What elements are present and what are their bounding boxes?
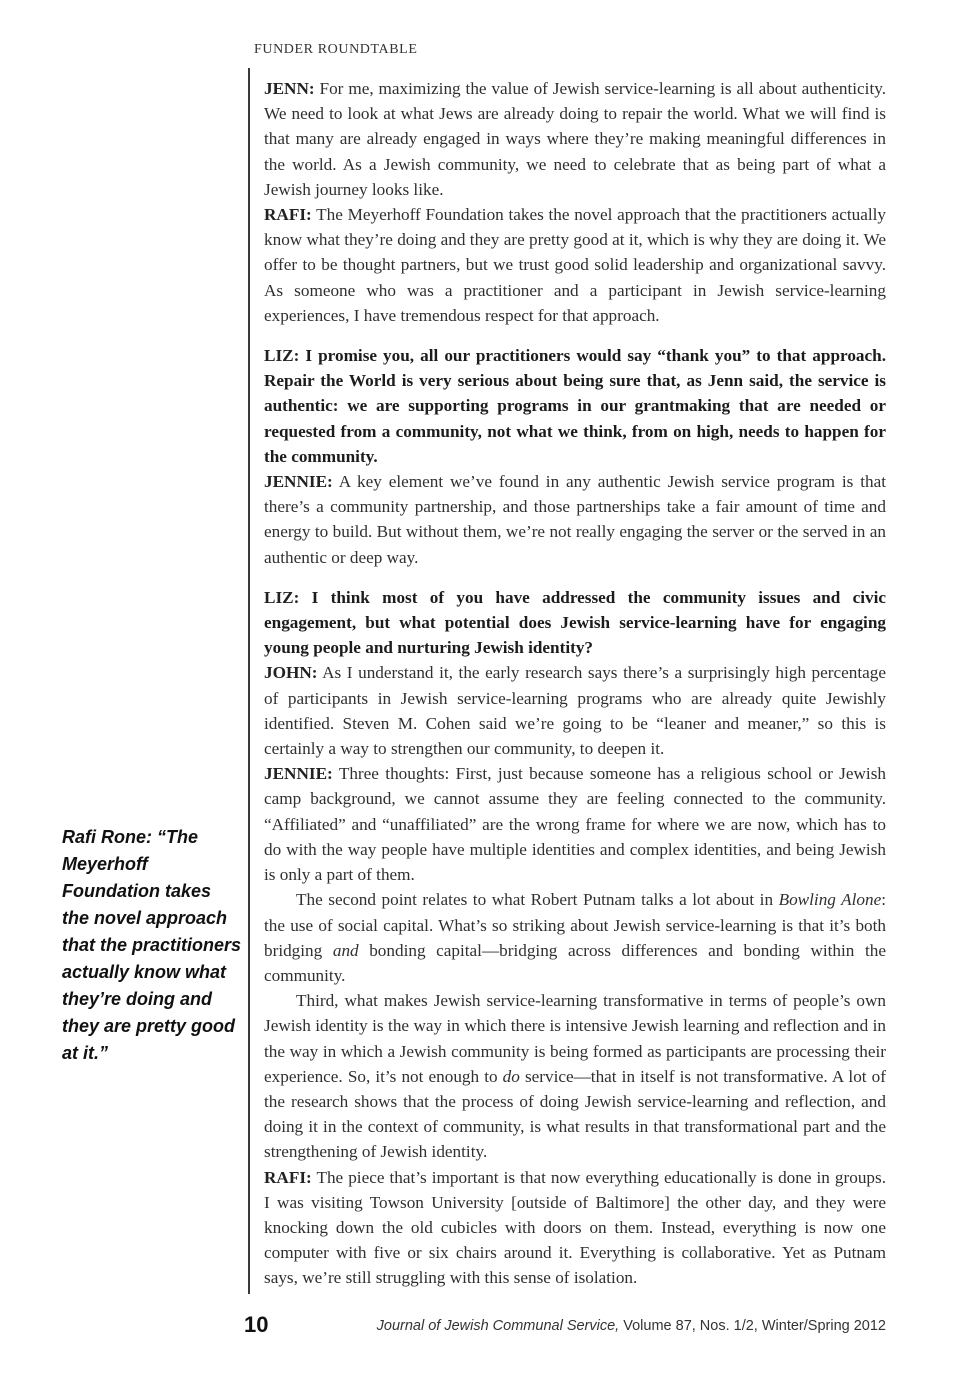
moderator-question: [264, 585, 886, 661]
paragraph-text: For me, maximizing the value of Jewish service-learning is all about authenticity. We need to look at what Jews are already doing to repair the world. What we will find is that many are already engaged in ways where they’re making meaningful differences in the world. As a Jewish community, we need to celebrate that as being part of what a Jewish journey looks like.: [264, 79, 887, 199]
section-label: FUNDER ROUNDTABLE: [254, 42, 418, 57]
paragraph-text: The piece that’s important is that now everything educationally is done in groups. I was visiting Towson University [outside of Baltimore] the other day, and they were knocking down the old cubicles with doors on them. Instead, everything is now one computer with five or six chairs around it. Everything is collaborative. Yet as Putnam says, we’re still struggling with this sense of isolation.: [264, 1167, 886, 1288]
page-number: 10: [244, 1312, 269, 1337]
text-run: service—that in itself is not transformative. A lot of the research shows that the process of doing Jewish service-learning and reflection, and doing it in the context of community, is what results in that transformational part and the strengthening of Jewish identity.: [264, 1066, 886, 1162]
paragraph-jennie: [264, 469, 886, 570]
question-text: I promise you, all our practitioners would say “thank you” to that approach. Repair the World is very serious about being sure that, as Jenn said, the service is authentic: we are supporting programs in our grantmaking that are needed or requested from a community, not what we think, from on high, needs to happen for the community.: [264, 346, 886, 466]
text-run: bonding capital—bridging across differences and bonding within the community.: [264, 940, 886, 985]
moderator-question: [264, 343, 886, 469]
paragraph-text: The Meyerhoff Foundation takes the novel approach that the practitioners actually know what they’re doing and they are pretty good at it, which is why they are doing it. We offer to be thought partners, but we trust good solid leadership and organizational savvy. As someone who was a practitioner and a participant in Jewish service-learning experiences, I have tremendous respect for that approach.: [264, 205, 886, 325]
pull-quote: Rafi Rone: “The Meyerhoff Foundation takes the novel approach that the practitioners actually know what they’re doing and they are pretty good at it.”: [62, 827, 242, 1063]
emphasis: do: [502, 1066, 520, 1086]
speaker-label: LIZ:: [264, 587, 300, 607]
issue-info: Volume 87, Nos. 1/2, Winter/Spring 2012: [619, 1318, 886, 1334]
paragraph-rafi: [264, 202, 886, 328]
paragraph-continuation: [264, 887, 886, 988]
paragraph-jennie: [264, 761, 886, 887]
text-run: The second point relates to what Robert Putnam talks a lot about in: [296, 890, 779, 910]
speaker-label: RAFI:: [264, 205, 312, 225]
text-run: : the use of social capital. What’s so striking about Jewish service-learning is that it’s both bridging: [264, 890, 886, 960]
paragraph-text: As I understand it, the early research says there’s a surprisingly high percentage of participants in Jewish service-learning programs who are already quite Jewishly identified. Steven M. Cohen said we’re going to be “leaner and meaner,” so this is certainly a way to strengthen our community, to deepen it.: [264, 663, 886, 759]
emphasis: and: [332, 940, 359, 960]
paragraph-continuation: [264, 988, 886, 1164]
speaker-label: JENNIE:: [264, 472, 333, 492]
book-title: Bowling Alone: [778, 890, 882, 910]
paragraph-rafi: [264, 1165, 886, 1291]
speaker-label: JENNIE:: [264, 764, 333, 784]
paragraph-text: Three thoughts: First, just because someone has a religious school or Jewish camp background, we cannot assume they are feeling connected to the community. “Affiliated” and “unaffiliated” are the wrong frame for where we are now, which has to do with the way people have multiple identities and complex identities, and being Jewish is only a part of them.: [264, 764, 886, 885]
speaker-label: LIZ:: [264, 346, 300, 366]
question-text: I think most of you have addressed the community issues and civic engagement, but what potential does Jewish service-learning have for engaging young people and nurturing Jewish identity?: [264, 587, 886, 658]
speaker-label: RAFI:: [264, 1167, 312, 1187]
journal-citation: [377, 1318, 886, 1334]
journal-title: Journal of Jewish Communal Service,: [376, 1318, 620, 1334]
speaker-label: JENN:: [264, 79, 315, 98]
article-body: [264, 76, 886, 1291]
paragraph-text: A key element we’ve found in any authentic Jewish service program is that there’s a community partnership, and those partnerships take a fair amount of time and energy to build. But without them, we’re not really engaging the server or the served in an authentic or deep way.: [264, 472, 886, 567]
column-rule: [248, 68, 250, 1294]
paragraph-john: [264, 660, 886, 761]
speaker-label: JOHN:: [264, 663, 318, 683]
paragraph-jenn: [264, 76, 886, 202]
text-run: Third, what makes Jewish service-learning transformative in terms of people’s own Jewish identity is the way in which there is intensive Jewish learning and reflection and in the way in which a Jewish community is being formed as participants are processing their experience. So, it’s not enough to: [264, 991, 886, 1086]
